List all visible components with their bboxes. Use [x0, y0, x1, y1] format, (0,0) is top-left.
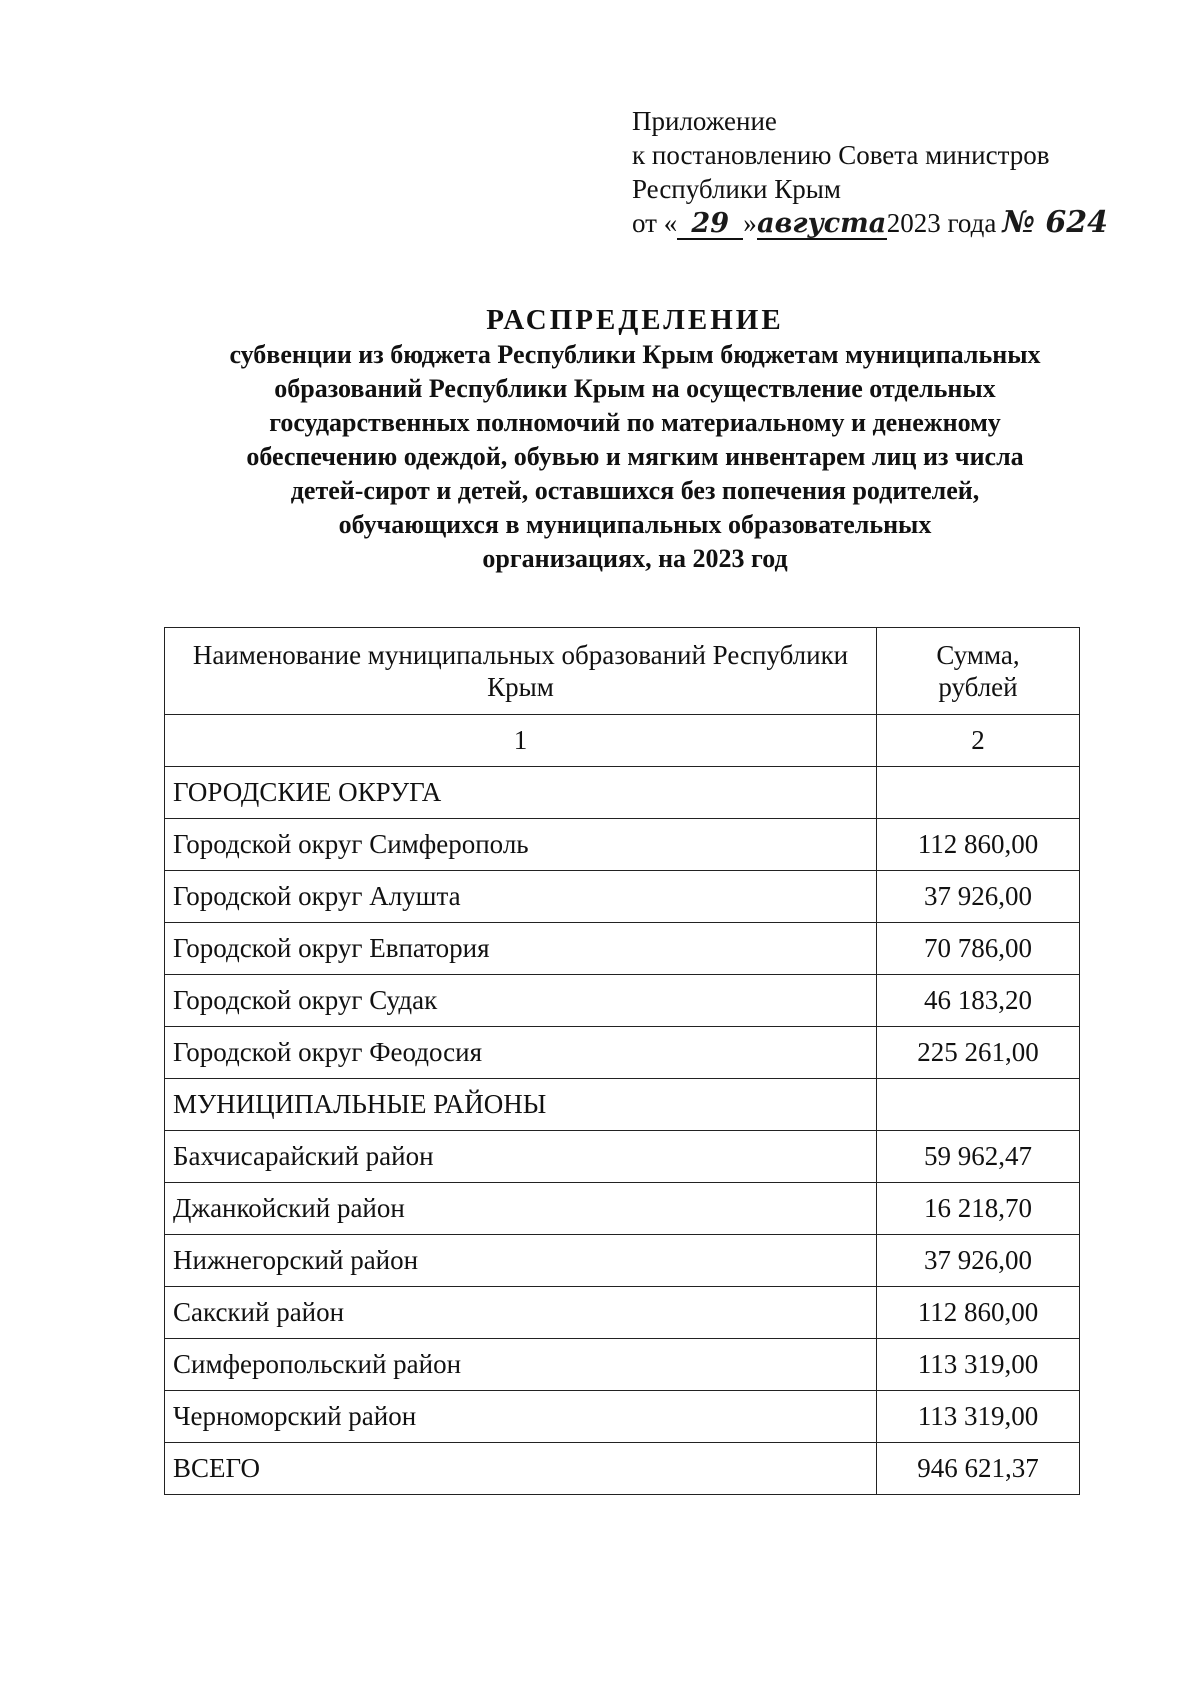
table-row [165, 1391, 1080, 1443]
column-number-row [165, 715, 1080, 767]
row-amount: 225 261,00 [877, 1027, 1080, 1079]
row-name: Джанкойский район [165, 1183, 877, 1235]
table-row [165, 1183, 1080, 1235]
table-row [165, 975, 1080, 1027]
appendix-republic-line: Республики Крым [632, 174, 841, 204]
handwritten-day: 29 [677, 210, 743, 240]
header-name-line-2: Крым [487, 672, 554, 702]
date-mid: » [743, 208, 757, 238]
header-name-cell [165, 628, 877, 715]
row-amount: 59 962,47 [877, 1131, 1080, 1183]
appendix-date-line [632, 206, 1108, 240]
row-amount: 70 786,00 [877, 923, 1080, 975]
row-amount [877, 1079, 1080, 1131]
row-amount: 16 218,70 [877, 1183, 1080, 1235]
column-number-1: 1 [165, 715, 877, 767]
row-name: Нижнегорский район [165, 1235, 877, 1287]
handwritten-month: августа [757, 208, 887, 239]
column-number-2: 2 [877, 715, 1080, 767]
row-name: Городской округ Алушта [165, 871, 877, 923]
header-amount-cell [877, 628, 1080, 715]
row-name: МУНИЦИПАЛЬНЫЕ РАЙОНЫ [165, 1079, 877, 1131]
appendix-resolution-line: к постановлению Совета министров [632, 140, 1050, 170]
header-amount-line-1: Сумма, [936, 640, 1020, 670]
title-line-1: субвенции из бюджета Республики Крым бюджетам муниципальных [229, 340, 1041, 369]
total-amount: 946 621,37 [877, 1443, 1080, 1495]
header-name-line-1: Наименование муниципальных образований Республики [192, 640, 849, 670]
date-prefix: от « [632, 208, 678, 238]
appendix-title: Приложение [632, 106, 777, 136]
row-name: Сакский район [165, 1287, 877, 1339]
title-main: РАСПРЕДЕЛЕНИЕ [486, 304, 784, 336]
row-name: Городской округ Судак [165, 975, 877, 1027]
row-name: Симферопольский район [165, 1339, 877, 1391]
table-row [165, 1131, 1080, 1183]
table-row [165, 1027, 1080, 1079]
table-row [165, 819, 1080, 871]
title-line-6: обучающихся в муниципальных образовательных [338, 510, 932, 539]
row-name: Городской округ Феодосия [165, 1027, 877, 1079]
row-name: Городской округ Симферополь [165, 819, 877, 871]
table-total-row [165, 1443, 1080, 1495]
row-amount [877, 767, 1080, 819]
row-name: Бахчисарайский район [165, 1131, 877, 1183]
title-line-3: государственных полномочий по материальному и денежному [269, 408, 1001, 437]
row-name: ГОРОДСКИЕ ОКРУГА [165, 767, 877, 819]
row-amount: 37 926,00 [877, 871, 1080, 923]
appendix-block [632, 104, 1108, 240]
row-amount: 113 319,00 [877, 1339, 1080, 1391]
title-line-5: детей-сирот и детей, оставшихся без попечения родителей, [290, 476, 980, 505]
distribution-table [164, 627, 1080, 1495]
total-label: ВСЕГО [165, 1443, 877, 1495]
row-amount: 113 319,00 [877, 1391, 1080, 1443]
table-row [165, 1079, 1080, 1131]
table-row [165, 923, 1080, 975]
row-amount: 37 926,00 [877, 1235, 1080, 1287]
title-line-7: организациях, на 2023 год [482, 544, 788, 573]
row-amount: 112 860,00 [877, 1287, 1080, 1339]
row-name: Городской округ Евпатория [165, 923, 877, 975]
row-amount: 112 860,00 [877, 819, 1080, 871]
row-amount: 46 183,20 [877, 975, 1080, 1027]
row-name: Черноморский район [165, 1391, 877, 1443]
table-row [165, 871, 1080, 923]
table-row [165, 1287, 1080, 1339]
title-line-4: обеспечению одеждой, обувью и мягким инвентарем лиц из числа [246, 442, 1024, 471]
handwritten-number: № 624 [1002, 205, 1108, 240]
header-amount-line-2: рублей [938, 672, 1018, 702]
table-row [165, 1235, 1080, 1287]
table-header-row [165, 628, 1080, 715]
document-title [150, 302, 1120, 576]
title-line-2: образований Республики Крым на осуществление отдельных [274, 374, 996, 403]
date-year: 2023 года [886, 208, 997, 238]
table-row [165, 1339, 1080, 1391]
table-row [165, 767, 1080, 819]
